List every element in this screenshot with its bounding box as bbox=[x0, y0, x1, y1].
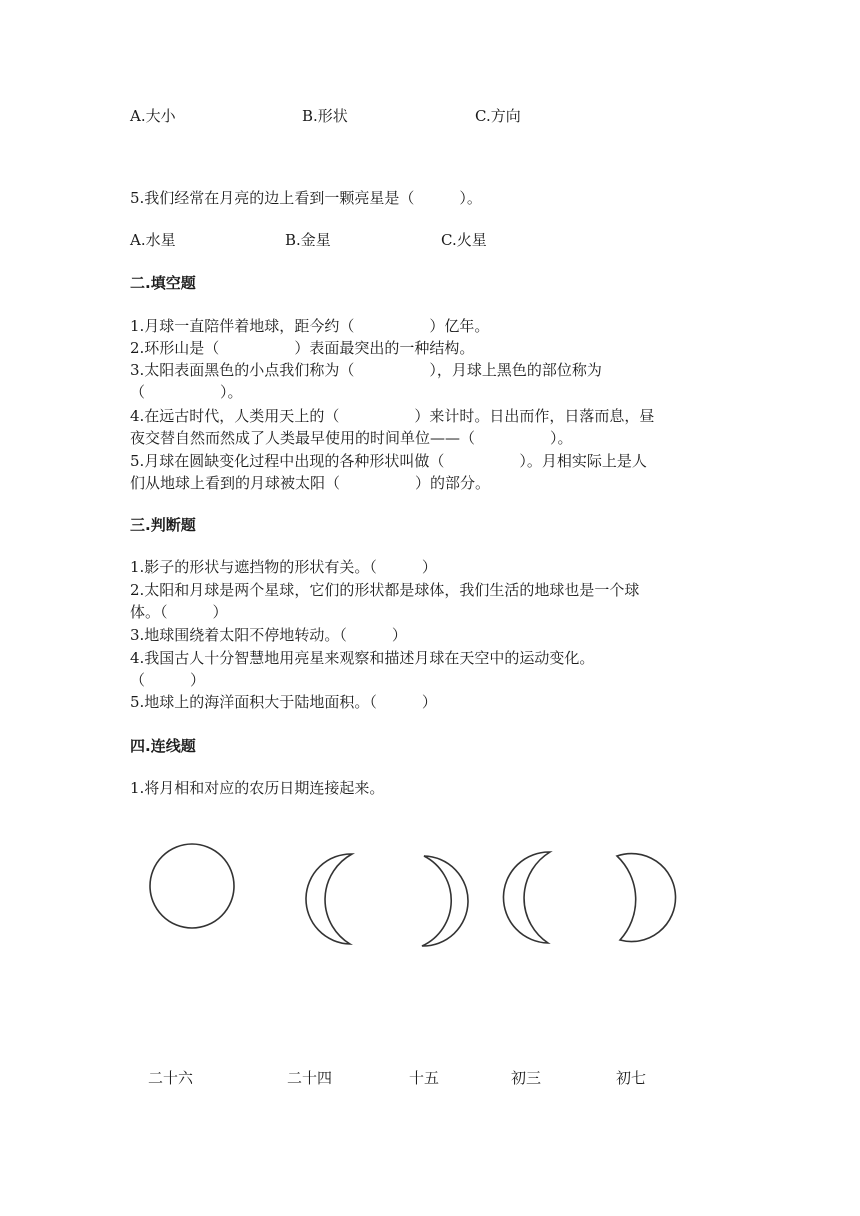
q4-option-a: A.大小 bbox=[130, 107, 176, 125]
judge-line-7: 5.地球上的海洋面积大于陆地面积。（ ） bbox=[130, 693, 437, 711]
q5-question: 5.我们经常在月亮的边上看到一颗亮星是（ ）。 bbox=[130, 189, 482, 207]
crescent-moon-left-1-icon bbox=[306, 854, 352, 944]
fill-line-1: 1.月球一直陪伴着地球，距今约（ ）亿年。 bbox=[130, 317, 490, 335]
judge-line-4: 3.地球围绕着太阳不停地转动。（ ） bbox=[130, 626, 407, 644]
judge-line-1: 1.影子的形状与遮挡物的形状有关。（ ） bbox=[130, 558, 437, 576]
date-label-1: 二十六 bbox=[148, 1069, 194, 1087]
q5-option-b: B.金星 bbox=[285, 231, 331, 249]
fill-line-2: 2.环形山是（ ）表面最突出的一种结构。 bbox=[130, 339, 475, 357]
fill-line-4: （ ）。 bbox=[130, 383, 243, 401]
judge-line-6: （ ） bbox=[130, 671, 206, 689]
fill-line-8: 们从地球上看到的月球被太阳（ ）的部分。 bbox=[130, 474, 491, 492]
fill-line-5: 4.在远古时代，人类用天上的（ ）来计时。日出而作，日落而息，昼 bbox=[130, 407, 655, 425]
crescent-moon-right-1-icon bbox=[422, 856, 468, 946]
judge-line-3: 体。（ ） bbox=[130, 603, 228, 621]
judge-line-5: 4.我国古人十分智慧地用亮星来观察和描述月球在天空中的运动变化。 bbox=[130, 649, 595, 667]
date-label-4: 初三 bbox=[511, 1069, 542, 1087]
full-moon-icon bbox=[150, 844, 234, 928]
date-label-3: 十五 bbox=[409, 1069, 440, 1087]
section-title-judge: 三.判断题 bbox=[130, 516, 196, 534]
section-title-matching: 四.连线题 bbox=[130, 737, 196, 755]
date-label-2: 二十四 bbox=[287, 1069, 333, 1087]
q5-option-c: C.火星 bbox=[441, 231, 487, 249]
section-title-fill-blank: 二.填空题 bbox=[130, 274, 196, 292]
crescent-moon-right-2-icon bbox=[617, 854, 676, 942]
crescent-moon-left-2-icon bbox=[503, 852, 550, 943]
fill-line-3: 3.太阳表面黑色的小点我们称为（ ），月球上黑色的部位称为 bbox=[130, 361, 602, 379]
fill-line-7: 5.月球在圆缺变化过程中出现的各种形状叫做（ ）。月相实际上是人 bbox=[130, 452, 647, 470]
q5-option-a: A.水星 bbox=[130, 231, 176, 249]
q4-option-b: B.形状 bbox=[302, 107, 348, 125]
fill-line-6: 夜交替自然而然成了人类最早使用的时间单位——（ ）。 bbox=[130, 429, 573, 447]
moon-phases-figure bbox=[0, 830, 860, 970]
judge-line-2: 2.太阳和月球是两个星球，它们的形状都是球体，我们生活的地球也是一个球 bbox=[130, 581, 640, 599]
date-label-5: 初七 bbox=[616, 1069, 647, 1087]
q4-option-c: C.方向 bbox=[475, 107, 521, 125]
matching-question: 1.将月相和对应的农历日期连接起来。 bbox=[130, 779, 385, 797]
